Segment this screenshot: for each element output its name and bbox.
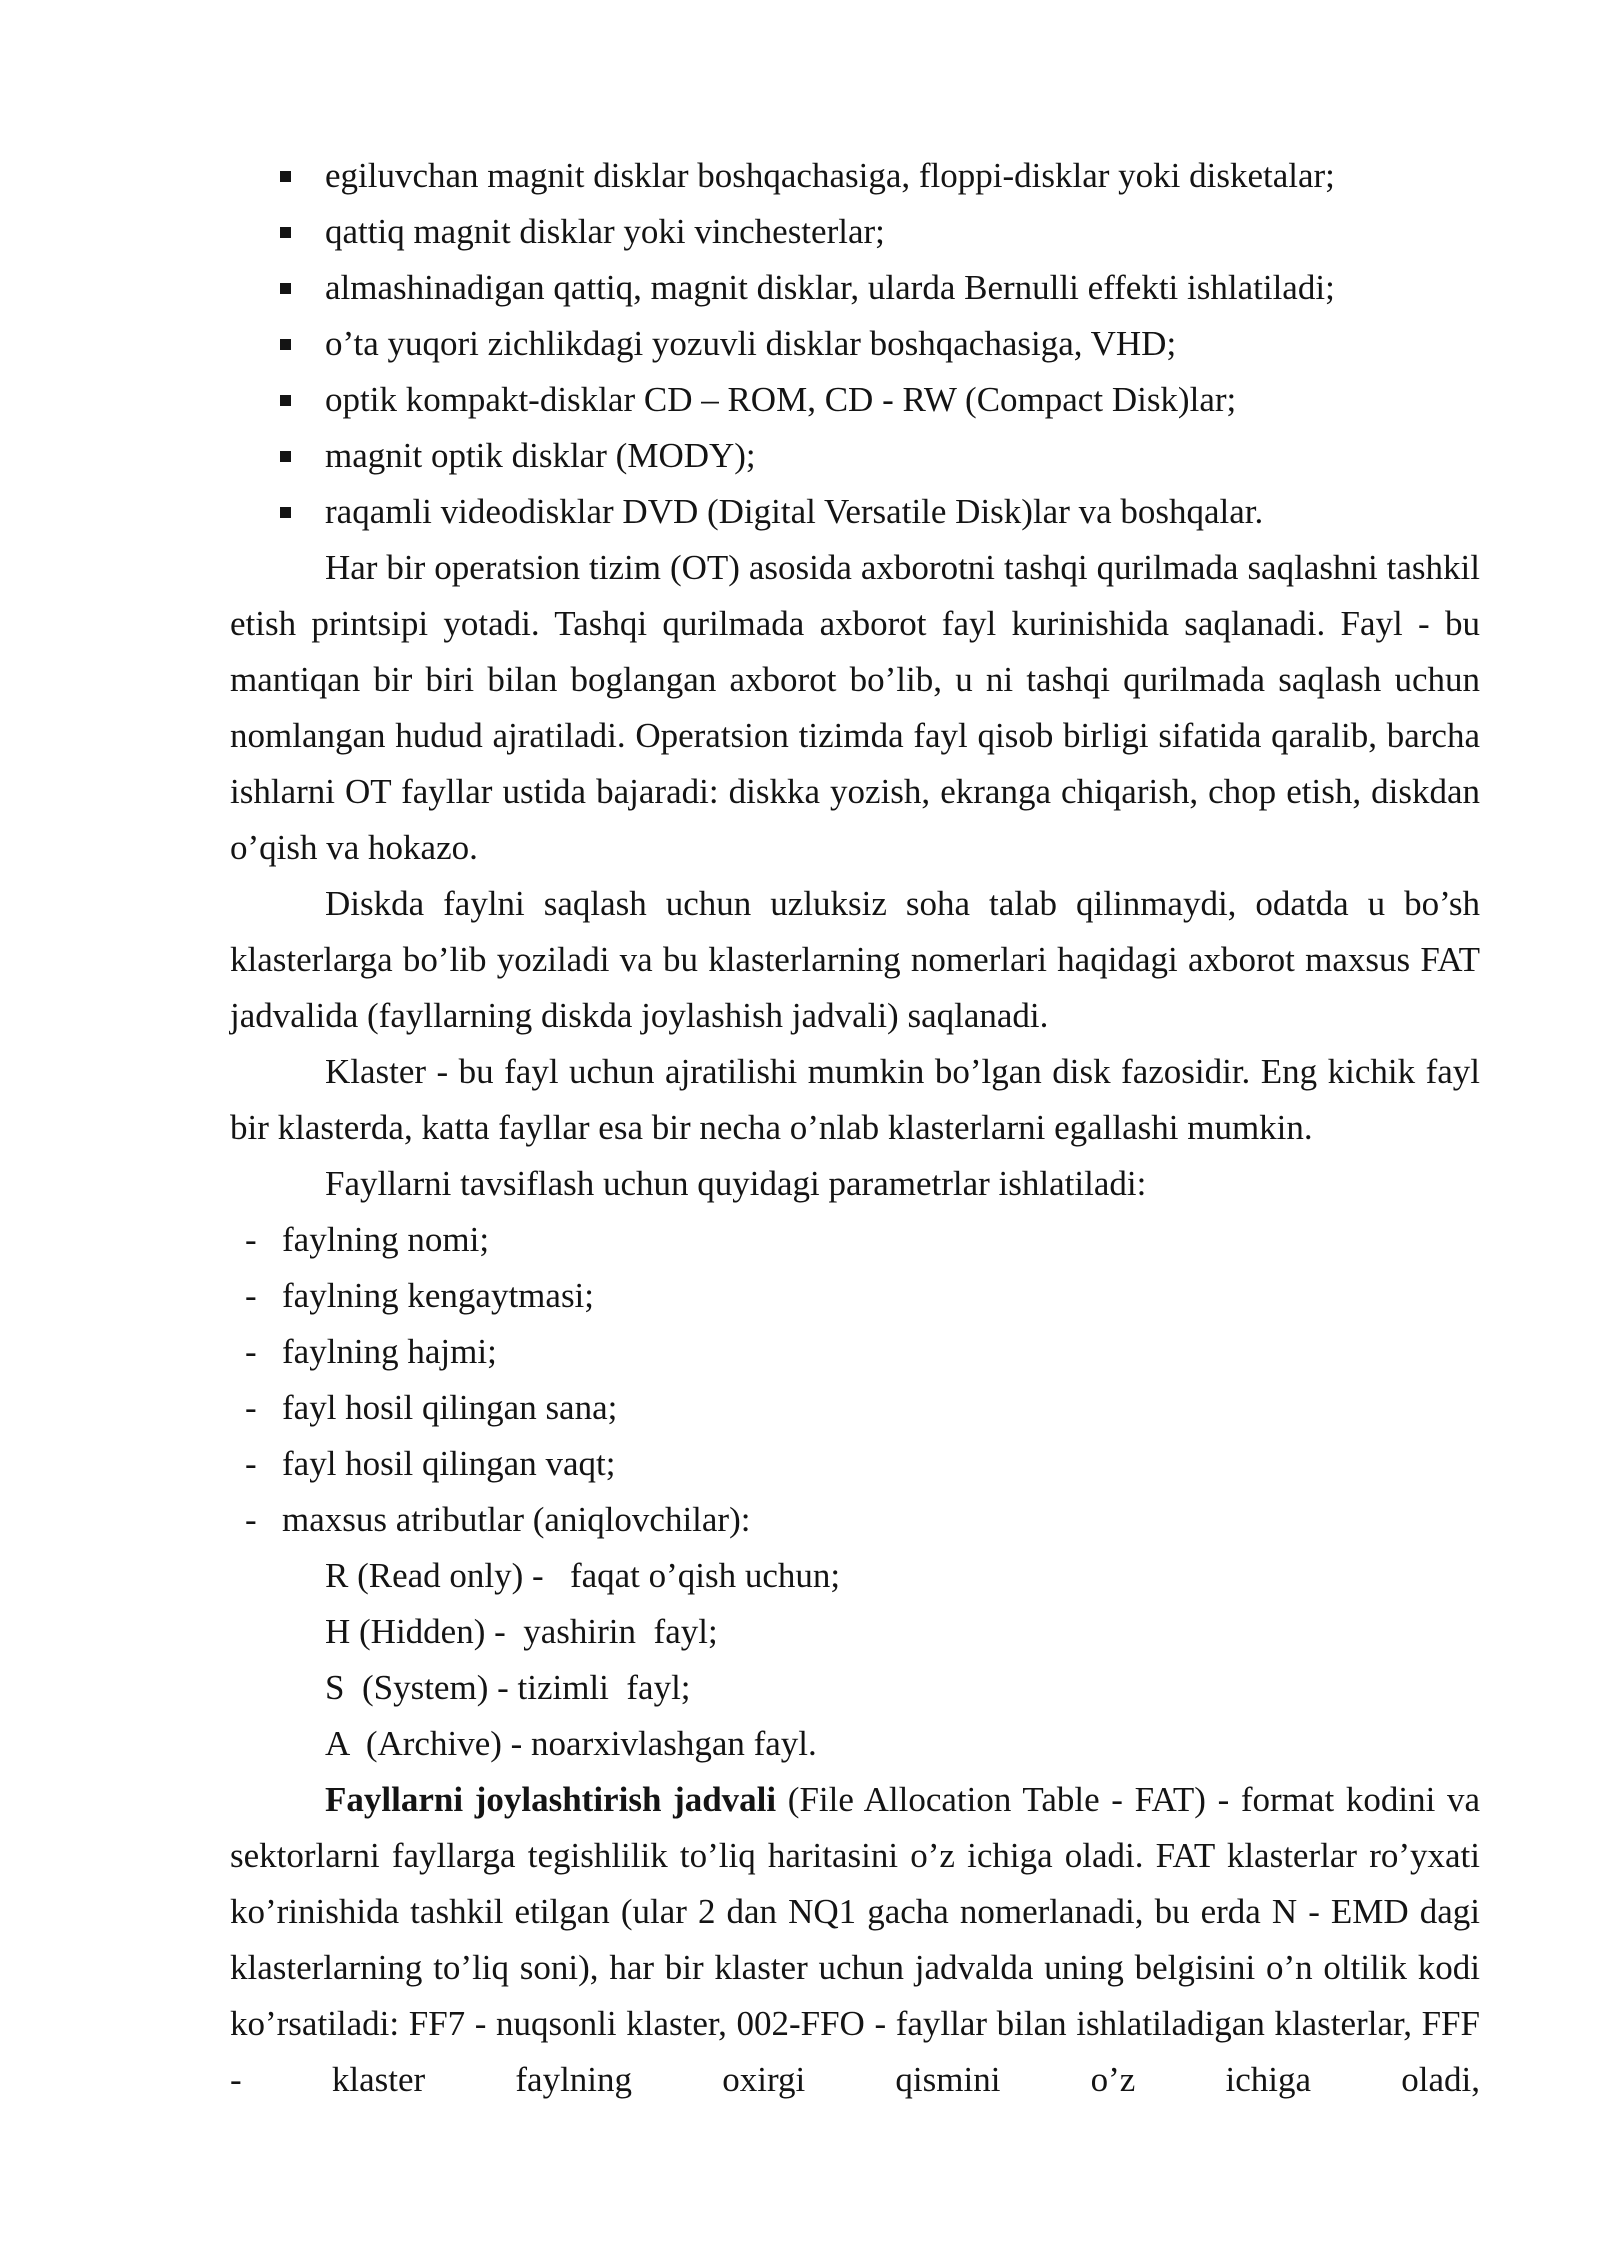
list-item: - fayl hosil qilingan vaqt;: [245, 1444, 616, 1483]
paragraph-file-concept: Har bir operatsion tizim (OT) asosida axborotni tashqi qurilmada saqlashni tashkil etish printsipi yotadi. Tashqi qurilmada axborot fayl kurinishida saqlanadi. Fayl - bu mantiqan bir biri bilan boglangan axborot bo’lib, u ni tashqi qurilmada saqlash uchun nomlangan hudud ajratiladi. Operatsion tizimda fayl qisob birligi sifatida qaralib, barcha ishlarni OT fayllar ustida bajaradi: diskka yozish, ekranga chiqarish, chop etish, diskdan o’qish va hokazo.: [230, 548, 1480, 867]
square-bullet-icon: [280, 171, 291, 182]
list-item: - fayl hosil qilingan sana;: [245, 1388, 618, 1427]
attribute-list: [230, 1548, 1480, 1772]
file-parameter-list: [230, 1212, 1480, 1548]
list-item: S (System) - tizimli fayl;: [325, 1668, 691, 1707]
list-item: - faylning nomi;: [245, 1220, 490, 1259]
paragraph-parameters-intro: Fayllarni tavsiflash uchun quyidagi parametrlar ishlatiladi:: [325, 1164, 1147, 1203]
paragraph-disk-storage: Diskda faylni saqlash uchun uzluksiz soha talab qilinmaydi, odatda u bo’sh klasterlarga bo’lib yoziladi va bu klasterlarning nomerlari haqidagi axborot maxsus FAT jadvalida (fayllarning diskda joylashish jadvali) saqlanadi.: [230, 884, 1480, 1035]
list-item: A (Archive) - noarxivlashgan fayl.: [325, 1724, 817, 1763]
list-item: egiluvchan magnit disklar boshqachasiga, floppi-disklar yoki disketalar;: [230, 148, 1480, 204]
square-bullet-icon: [280, 507, 291, 518]
list-item: magnit optik disklar (MODY);: [230, 428, 1480, 484]
paragraph-fat-text: (File Allocation Table - FAT) - format kodini va sektorlarni fayllarga tegishlilik to’liq haritasini o’z ichiga oladi. FAT klasterlar ro’yxati ko’rinishida tashkil etilgan (ular 2 dan NQ1 gacha nomerlanadi, bu erda N - EMD dagi klasterlarning to’liq soni), har bir klaster uchun jadvalda uning belgisini o’n oltilik kodi ko’rsatiladi: FF7 - nuqsonli klaster, 002-FFO - fayllar bilan ishlatiladigan klasterlar, FFF - klaster faylning oxirgi qismini o’z ichiga oladi,: [230, 1780, 1480, 2099]
list-item: R (Read only) - faqat o’qish uchun;: [325, 1556, 841, 1595]
storage-device-list: [230, 148, 1480, 540]
square-bullet-icon: [280, 451, 291, 462]
list-item: qattiq magnit disklar yoki vinchesterlar;: [230, 204, 1480, 260]
page-content: [230, 148, 1480, 2108]
square-bullet-icon: [280, 283, 291, 294]
square-bullet-icon: [280, 339, 291, 350]
list-item: o’ta yuqori zichlikdagi yozuvli disklar boshqachasiga, VHD;: [230, 316, 1480, 372]
list-item: - faylning hajmi;: [245, 1332, 497, 1371]
list-item: - faylning kengaytmasi;: [245, 1276, 595, 1315]
list-item: raqamli videodisklar DVD (Digital Versatile Disk)lar va boshqalar.: [230, 484, 1480, 540]
list-item: H (Hidden) - yashirin fayl;: [325, 1612, 718, 1651]
square-bullet-icon: [280, 227, 291, 238]
paragraph-cluster: Klaster - bu fayl uchun ajratilishi mumkin bo’lgan disk fazosidir. Eng kichik fayl bir klasterda, katta fayllar esa bir necha o’nlab klasterlarni egallashi mumkin.: [230, 1052, 1480, 1147]
list-item: optik kompakt-disklar CD – ROM, CD - RW (Compact Disk)lar;: [230, 372, 1480, 428]
square-bullet-icon: [280, 395, 291, 406]
bold-term: Fayllarni joylashtirish jadvali: [325, 1780, 777, 1819]
list-item: - maxsus atributlar (aniqlovchilar):: [245, 1500, 751, 1539]
list-item: almashinadigan qattiq, magnit disklar, ularda Bernulli effekti ishlatiladi;: [230, 260, 1480, 316]
paragraph-fat: [230, 1772, 1480, 2108]
